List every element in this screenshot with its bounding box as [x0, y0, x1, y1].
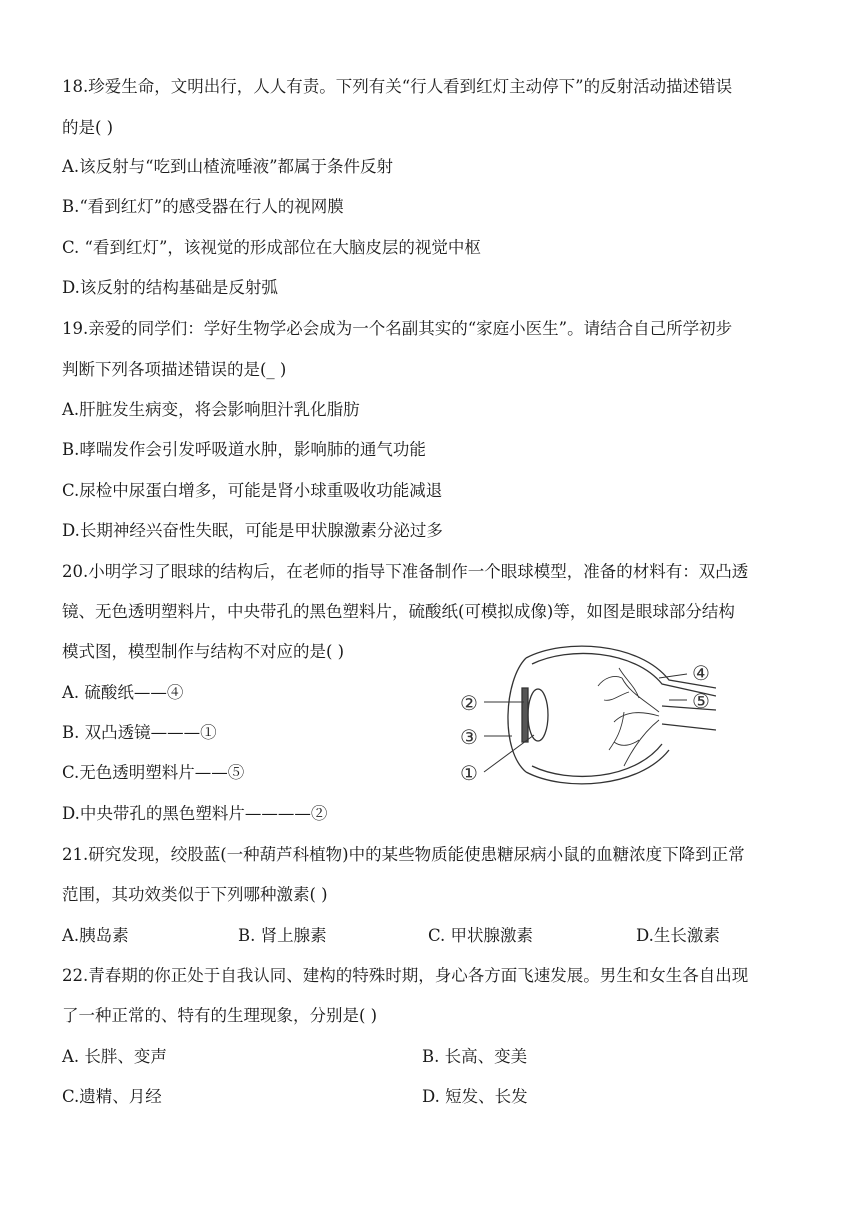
q19-stem-line1: 19.亲爱的同学们：学好生物学必会成为一个名副其实的“家庭小医生”。请结合自己所学初步	[62, 319, 733, 338]
q22-stem-line1: 22.青春期的你正处于自我认同、建构的特殊时期，身心各方面飞速发展。男生和女生各自出现	[62, 966, 749, 985]
q22-option-d: D. 短发、长发	[422, 1087, 528, 1106]
q18-option-b: B.“看到红灯”的感受器在行人的视网膜	[62, 197, 344, 216]
q22-stem-line2: 了一种正常的、特有的生理现象，分别是( )	[62, 1006, 378, 1025]
q22-option-b: B. 长高、变美	[422, 1047, 528, 1066]
label-3: ③	[460, 725, 478, 749]
label-1: ①	[460, 761, 478, 785]
q21-stem-line2: 范围，其功效类似于下列哪种激素( )	[62, 885, 328, 904]
label-2: ②	[460, 691, 478, 715]
lens	[528, 689, 548, 741]
q21-option-d: D.生长激素	[636, 926, 720, 945]
q22-option-c: C.遗精、月经	[62, 1087, 162, 1106]
q19-option-b: B.哮喘发作会引发呼吸道水肿，影响肺的通气功能	[62, 440, 426, 459]
q19-option-d: D.长期神经兴奋性失眠，可能是甲状腺激素分泌过多	[62, 521, 443, 540]
q19-option-c: C.尿检中尿蛋白增多，可能是肾小球重吸收功能减退	[62, 481, 443, 500]
retina-vessels	[598, 668, 659, 766]
q18-option-d: D.该反射的结构基础是反射弧	[62, 278, 278, 297]
q20-option-d: D.中央带孔的黑色塑料片————②	[62, 804, 328, 823]
eyeball-diagram	[454, 640, 716, 790]
q20-option-c: C.无色透明塑料片——⑤	[62, 763, 245, 782]
sclera-outer	[526, 646, 716, 784]
q18-option-c: C. “看到红灯”，该视觉的形成部位在大脑皮层的视觉中枢	[62, 238, 481, 257]
q18-option-a: A.该反射与“吃到山楂流唾液”都属于条件反射	[62, 157, 394, 176]
q22-option-a: A. 长胖、变声	[62, 1047, 167, 1066]
q20-option-b: B. 双凸透镜———①	[62, 723, 217, 742]
label-4: ④	[692, 661, 710, 685]
q19-option-a: A.肝脏发生病变，将会影响胆汁乳化脂肪	[62, 400, 360, 419]
q18-stem-line1: 18.珍爱生命，文明出行，人人有责。下列有关“行人看到红灯主动停下”的反射活动描述错误	[62, 77, 733, 96]
q21-option-c: C. 甲状腺激素	[428, 926, 534, 945]
q20-option-a: A. 硫酸纸——④	[62, 683, 184, 702]
iris	[522, 688, 528, 742]
label-5: ⑤	[692, 689, 710, 713]
q21-option-b: B. 肾上腺素	[238, 926, 327, 945]
q20-stem-line2: 镜、无色透明塑料片，中央带孔的黑色塑料片，硫酸纸(可模拟成像)等，如图是眼球部分结构	[62, 602, 735, 621]
q20-stem-line1: 20.小明学习了眼球的结构后，在老师的指导下准备制作一个眼球模型，准备的材料有：双凸透	[62, 562, 749, 581]
q19-stem-line2: 判断下列各项描述错误的是(_ )	[62, 360, 287, 379]
q20-stem-line3: 模式图，模型制作与结构不对应的是( )	[62, 642, 345, 661]
q21-option-a: A.胰岛素	[62, 926, 129, 945]
q18-stem-line2: 的是( )	[62, 118, 114, 137]
q21-stem-line1: 21.研究发现，绞股蓝(一种葫芦科植物)中的某些物质能使患糖尿病小鼠的血糖浓度下降到正常	[62, 845, 745, 864]
